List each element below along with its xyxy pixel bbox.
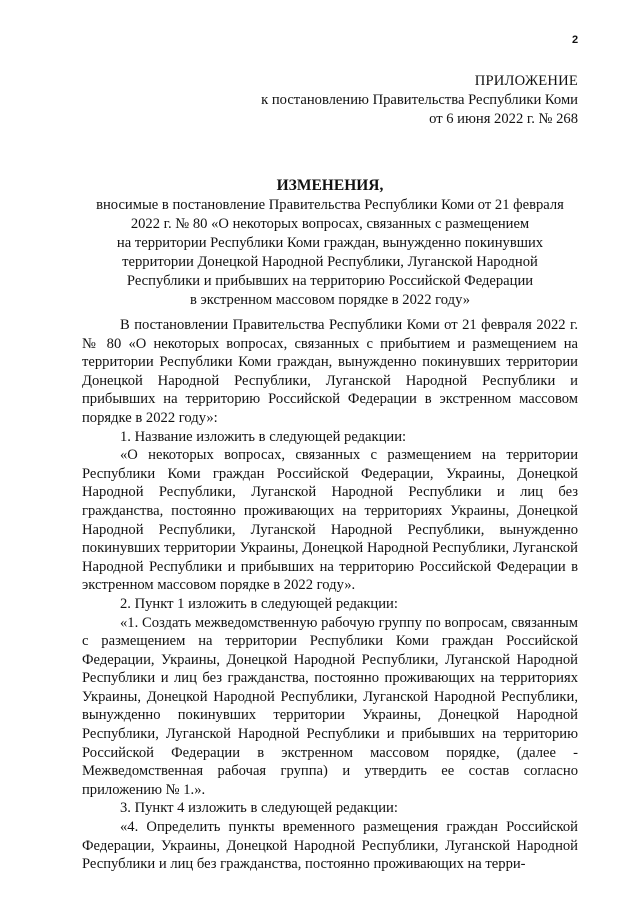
changes-line: территории Донецкой Народной Республики, Луганской Народной [122,254,538,270]
body-paragraph: В постановлении Правительства Республики Коми от 21 февраля 2022 г. № 80 «О некоторых вопросах, связанных с прибытием и размещением на территории Республики Коми граждан, вынужденно покинувших территории Донецкой Народной Республики, Луганской Народной Республики и прибывших на территорию Российской Федерации в экстренном массовом порядке в 2022 году»: [82,317,578,426]
changes-line: в экстренном массовом порядке в 2022 году» [189,292,471,308]
body-paragraph: 1. Название изложить в следующей редакции: [120,428,407,445]
page-number: 2 [572,34,579,46]
changes-line: 2022 г. № 80 «О некоторых вопросах, связанных с размещением [130,216,530,232]
appendix-block [261,72,578,129]
body-paragraph: «О некоторых вопросах, связанных с размещением на территории Республики Коми граждан Российской Федерации, Украины, Донецкой Народной Республики, Луганской Народной Республики и лиц без гражданства, постоянно проживающих на территориях Украины, Донецкой Народной Республики, Луганской Народной Республики, вынужденно покинувших территории Украины, Донецкой Народной Республики, Луганской Народной Республики и прибывших на территорию Российской Федерации в экстренном массовом порядке в 2022 году». [82,447,578,594]
body-paragraph: 2. Пункт 1 изложить в следующей редакции: [120,595,398,612]
changes-line: Республики и прибывших на территорию Российской Федерации [126,273,534,289]
appendix-line: к постановлению Правительства Республики Коми [261,92,578,108]
body-paragraph: 3. Пункт 4 изложить в следующей редакции: [120,800,398,817]
body-paragraph: «4. Определить пункты временного размещения граждан Российской Федерации, Украины, Донецкой Народной Республики, Луганской Народной Республики и лиц без гражданства, постоянно проживающих на терри- [82,819,578,873]
appendix-title: ПРИЛОЖЕНИЕ [474,73,578,89]
changes-title-block [82,176,578,310]
changes-line: вносимые в постановление Правительства Республики Коми от 21 февраля [96,197,564,213]
changes-heading: ИЗМЕНЕНИЯ, [276,177,384,194]
body-paragraph: «1. Создать межведомственную рабочую группу по вопросам, связанным с размещением на территории Республики Коми граждан Российской Федерации, Украины, Донецкой Народной Республики, Луганской Народной Республики и лиц без гражданства, постоянно проживающих на территориях Украины, Донецкой Народной Республики, Луганской Народной Республики, вынужденно покинувших территории Украины, Донецкой Народной Республики, Луганской Народной Республики и прибывших на территорию Российской Федерации в экстренном массовом порядке, (далее - Межведомственная рабочая группа) и утвердить ее состав согласно приложению № 1.». [82,614,578,798]
document-body [82,316,578,874]
appendix-line: от 6 июня 2022 г. № 268 [429,111,578,127]
changes-line: на территории Республики Коми граждан, вынужденно покинувших [116,235,544,251]
